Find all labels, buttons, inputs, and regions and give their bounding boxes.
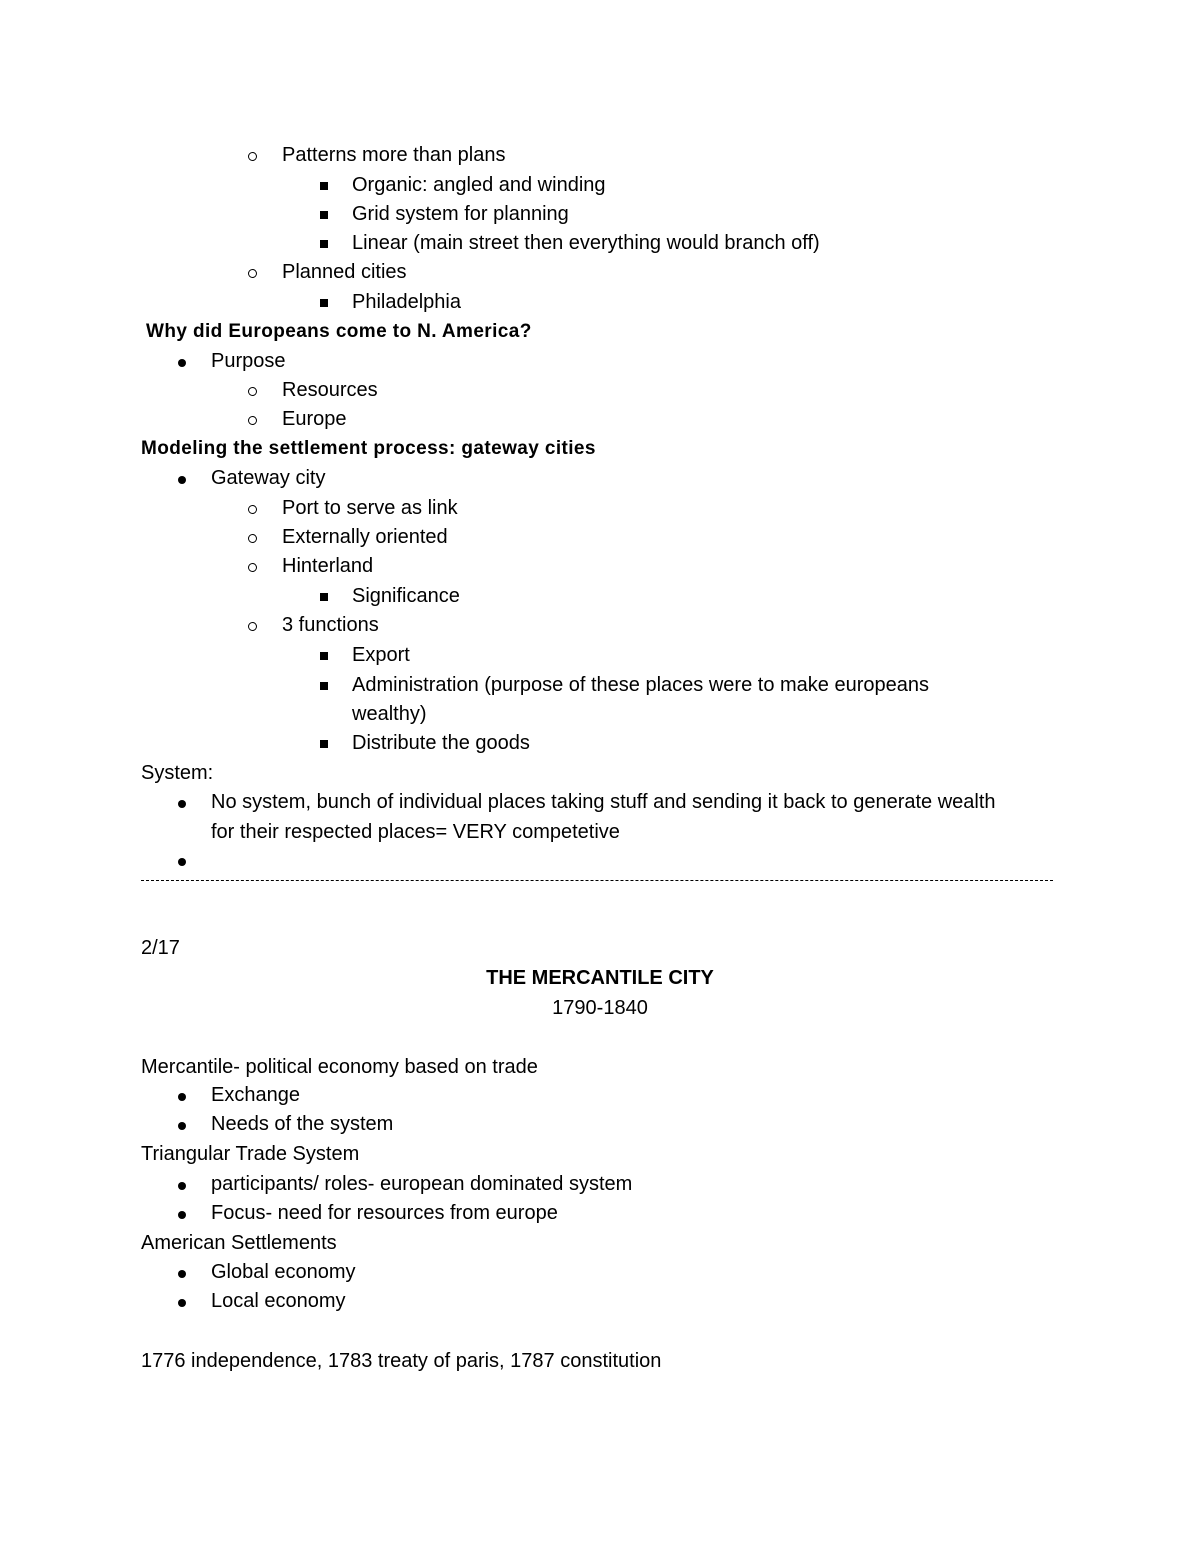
disc-bullet-icon — [178, 1299, 186, 1307]
list-item: Exchange — [211, 1084, 300, 1106]
section-heading: Modeling the settlement process: gateway cities — [141, 438, 596, 459]
page-title: THE MERCANTILE CITY — [486, 967, 714, 989]
disc-bullet-icon — [178, 1270, 186, 1278]
subheading: Triangular Trade System — [141, 1143, 360, 1165]
list-item: Export — [352, 644, 410, 666]
square-bullet-icon — [320, 593, 328, 601]
list-item-continuation: wealthy) — [352, 703, 427, 725]
square-bullet-icon — [320, 299, 328, 307]
disc-bullet-icon — [178, 1211, 186, 1219]
square-bullet-icon — [320, 182, 328, 190]
disc-bullet-icon — [178, 1093, 186, 1101]
date-label: 2/17 — [141, 937, 180, 959]
list-item: No system, bunch of individual places taking stuff and sending it back to generate wealth — [211, 791, 996, 813]
list-item: Significance — [352, 585, 460, 607]
disc-bullet-icon — [178, 1182, 186, 1190]
list-item: Organic: angled and winding — [352, 174, 606, 196]
square-bullet-icon — [320, 211, 328, 219]
list-item: Focus- need for resources from europe — [211, 1202, 558, 1224]
dashed-divider — [141, 880, 1053, 881]
disc-bullet-icon — [178, 858, 186, 866]
list-item: Needs of the system — [211, 1113, 394, 1135]
list-item: Gateway city — [211, 467, 326, 489]
subheading: American Settlements — [141, 1232, 337, 1254]
list-item: 3 functions — [282, 614, 379, 636]
list-item: Linear (main street then everything would branch off) — [352, 232, 820, 254]
square-bullet-icon — [320, 682, 328, 690]
circle-bullet-icon — [248, 622, 257, 631]
list-item: Patterns more than plans — [282, 144, 506, 166]
square-bullet-icon — [320, 652, 328, 660]
list-item: Grid system for planning — [352, 203, 569, 225]
list-item: Local economy — [211, 1290, 346, 1312]
system-label: System: — [141, 762, 214, 784]
list-item: Hinterland — [282, 555, 374, 577]
circle-bullet-icon — [248, 534, 257, 543]
list-item: Administration (purpose of these places were to make europeans — [352, 674, 929, 696]
square-bullet-icon — [320, 240, 328, 248]
circle-bullet-icon — [248, 505, 257, 514]
circle-bullet-icon — [248, 269, 257, 278]
timeline-line: 1776 independence, 1783 treaty of paris, 1787 constitution — [141, 1350, 662, 1372]
list-item: Resources — [282, 379, 378, 401]
list-item: Planned cities — [282, 261, 407, 283]
disc-bullet-icon — [178, 476, 186, 484]
list-item: Distribute the goods — [352, 732, 530, 754]
list-item: Port to serve as link — [282, 497, 458, 519]
list-item: participants/ roles- european dominated system — [211, 1173, 633, 1195]
circle-bullet-icon — [248, 563, 257, 572]
year-range: 1790-1840 — [552, 997, 648, 1019]
disc-bullet-icon — [178, 800, 186, 808]
disc-bullet-icon — [178, 359, 186, 367]
disc-bullet-icon — [178, 1122, 186, 1130]
list-item: Philadelphia — [352, 291, 461, 313]
definition-line: Mercantile- political economy based on trade — [141, 1056, 538, 1078]
list-item: Europe — [282, 408, 347, 430]
circle-bullet-icon — [248, 152, 257, 161]
list-item-continuation: for their respected places= VERY competetive — [211, 821, 620, 843]
circle-bullet-icon — [248, 416, 257, 425]
square-bullet-icon — [320, 740, 328, 748]
section-heading: Why did Europeans come to N. America? — [146, 321, 532, 342]
list-item: Purpose — [211, 350, 286, 372]
list-item: Externally oriented — [282, 526, 448, 548]
circle-bullet-icon — [248, 387, 257, 396]
list-item: Global economy — [211, 1261, 356, 1283]
